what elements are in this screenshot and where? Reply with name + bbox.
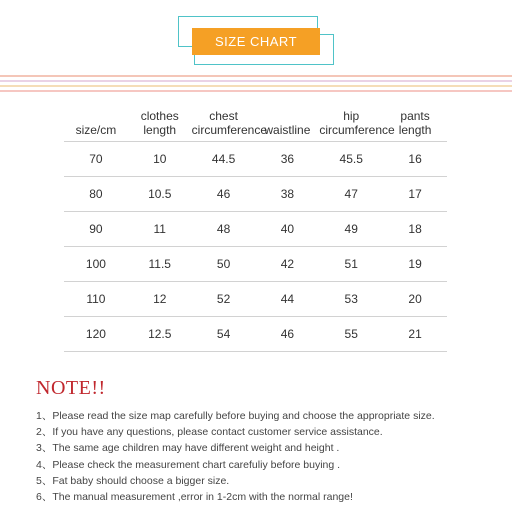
cell-waistline: 38 — [255, 177, 319, 212]
column-header-waistline: waistline — [264, 123, 311, 137]
note-item: 6、The manual measurement ,error in 1-2cm with the normal range! — [36, 491, 353, 504]
cell-hip: 49 — [319, 212, 383, 247]
cell-clothes-length: 12.5 — [128, 317, 192, 352]
column-header-hip: hip circumference — [319, 109, 395, 137]
cell-pants-length: 18 — [383, 212, 447, 247]
cell-hip: 55 — [319, 317, 383, 352]
column-header-size: size/cm — [75, 123, 117, 137]
cell-chest: 44.5 — [192, 142, 256, 177]
cell-chest: 54 — [192, 317, 256, 352]
table-header-row — [64, 103, 447, 142]
size-table — [64, 103, 447, 352]
cell-pants-length: 19 — [383, 247, 447, 282]
note-item: 5、Fat baby should choose a bigger size. — [36, 474, 230, 487]
table-row — [64, 212, 447, 247]
table-row — [64, 317, 447, 352]
cell-pants-length: 17 — [383, 177, 447, 212]
table-row — [64, 247, 447, 282]
note-item: 3、The same age children may have different weight and height . — [36, 442, 340, 455]
size-chart-title: SIZE CHART — [192, 28, 320, 55]
cell-size: 110 — [64, 282, 128, 317]
table-row — [64, 142, 447, 177]
cell-clothes-length: 11 — [128, 212, 192, 247]
cell-clothes-length: 11.5 — [128, 247, 192, 282]
note-item: 4、Please check the measurement chart carefuliy before buying . — [36, 458, 341, 471]
cell-pants-length: 16 — [383, 142, 447, 177]
stripe-1 — [0, 75, 512, 77]
cell-chest: 48 — [192, 212, 256, 247]
column-header-clothes-length: clothes length — [140, 109, 179, 137]
cell-hip: 45.5 — [319, 142, 383, 177]
cell-waistline: 44 — [255, 282, 319, 317]
cell-hip: 51 — [319, 247, 383, 282]
cell-size: 70 — [64, 142, 128, 177]
note-title: NOTE!! — [36, 377, 106, 399]
note-item: 2、If you have any questions, please contact customer service assistance. — [36, 426, 383, 439]
cell-waistline: 36 — [255, 142, 319, 177]
cell-size: 80 — [64, 177, 128, 212]
table-row — [64, 177, 447, 212]
cell-clothes-length: 12 — [128, 282, 192, 317]
stripe-2 — [0, 80, 512, 82]
note-item: 1、Please read the size map carefully before buying and choose the appropriate size. — [36, 410, 435, 422]
table-row — [64, 282, 447, 317]
size-chart-header — [0, 0, 512, 100]
notes-list — [36, 408, 506, 505]
cell-hip: 53 — [319, 282, 383, 317]
column-header-chest: chest circumference — [191, 109, 268, 137]
cell-hip: 47 — [319, 177, 383, 212]
column-header-pants-length: pants length — [398, 109, 432, 137]
stripe-4 — [0, 90, 512, 92]
cell-clothes-length: 10 — [128, 142, 192, 177]
cell-size: 100 — [64, 247, 128, 282]
cell-size: 120 — [64, 317, 128, 352]
cell-waistline: 40 — [255, 212, 319, 247]
cell-clothes-length: 10.5 — [128, 177, 192, 212]
decorative-stripes — [0, 75, 512, 95]
cell-chest: 52 — [192, 282, 256, 317]
cell-chest: 46 — [192, 177, 256, 212]
cell-waistline: 46 — [255, 317, 319, 352]
cell-size: 90 — [64, 212, 128, 247]
cell-pants-length: 21 — [383, 317, 447, 352]
cell-chest: 50 — [192, 247, 256, 282]
cell-waistline: 42 — [255, 247, 319, 282]
cell-pants-length: 20 — [383, 282, 447, 317]
stripe-3 — [0, 85, 512, 87]
